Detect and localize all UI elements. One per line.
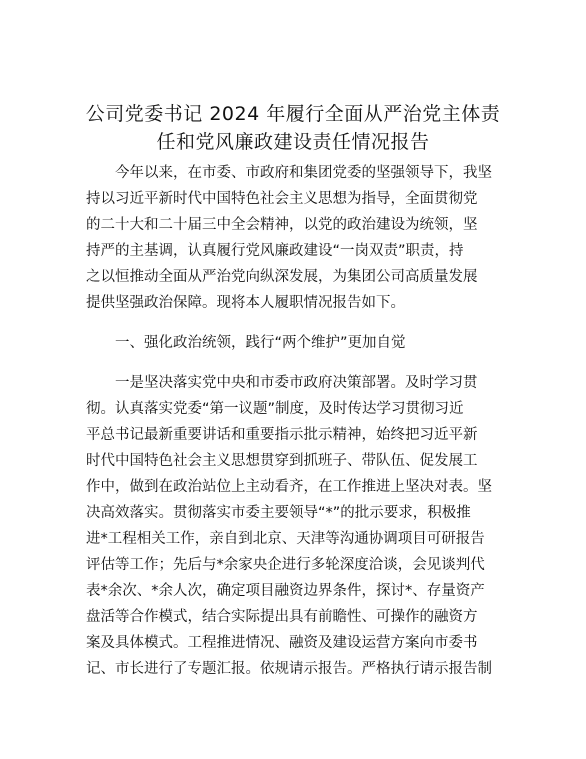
paragraph-line: 案及具体模式。工程推进情况、融资及建设运营方案向市委书 [86,635,478,651]
paragraph-line: 持以习近平新时代中国特色社会主义思想为指导，全面贯彻党 [86,191,478,207]
section-heading: 一、强化政治统领，践行“两个维护”更加自觉 [86,335,406,351]
paragraph-line: 盘活等合作模式，结合实际提出具有前瞻性、可操作的融资方 [86,609,478,625]
paragraph-line: 进*工程相关工作，亲自到北京、天津等沟通协调项目可研报告 [86,531,485,547]
paragraph-line: 时代中国特色社会主义思想贯穿到抓班子、带队伍、促发展工 [86,453,478,469]
paragraph-line: 表*余次、*余人次，确定项目融资边界条件，探讨*、存量资产 [86,583,485,599]
section-paragraph [86,370,500,682]
paragraph-line: 记、市长进行了专题汇报。依规请示报告。严格执行请示报告制 [86,661,492,677]
paragraph-line: 决高效落实。贯彻落实市委主要领导“*”的批示要求，积极推 [86,505,471,521]
paragraph-line: 今年以来，在市委、市政府和集团党委的坚强领导下，我坚 [86,165,492,181]
paragraph-line: 提供坚强政治保障。现将本人履职情况报告如下。 [86,295,405,311]
document-title [40,100,546,156]
title-line: 任和党风廉政建设责任情况报告 [156,131,430,153]
intro-paragraph [86,160,500,316]
paragraph-line: 评估等工作；先后与*余家央企进行多轮深度洽谈，会见谈判代 [86,557,485,573]
title-line: 公司党委书记 2024 年履行全面从严治党主体责 [85,103,501,125]
paragraph-line: 作中，做到在政治站位上主动看齐，在工作推进上坚决对表。坚 [86,479,492,495]
paragraph-line: 一是坚决落实党中央和市委市政府决策部署。及时学习贯 [86,375,478,391]
paragraph-line: 彻。认真落实党委“第一议题”制度，及时传达学习贯彻习近 [86,401,464,417]
document-body [86,160,500,696]
paragraph-line: 持严的主基调，认真履行党风廉政建设“一岗双责”职责，持 [86,243,464,259]
paragraph-line: 之以恒推动全面从严治党向纵深发展，为集团公司高质量发展 [86,269,478,285]
paragraph-line: 的二十大和二十届三中全会精神，以党的政治建设为统领，坚 [86,217,478,233]
paragraph-line: 平总书记最新重要讲话和重要指示批示精神，始终把习近平新 [86,427,478,443]
